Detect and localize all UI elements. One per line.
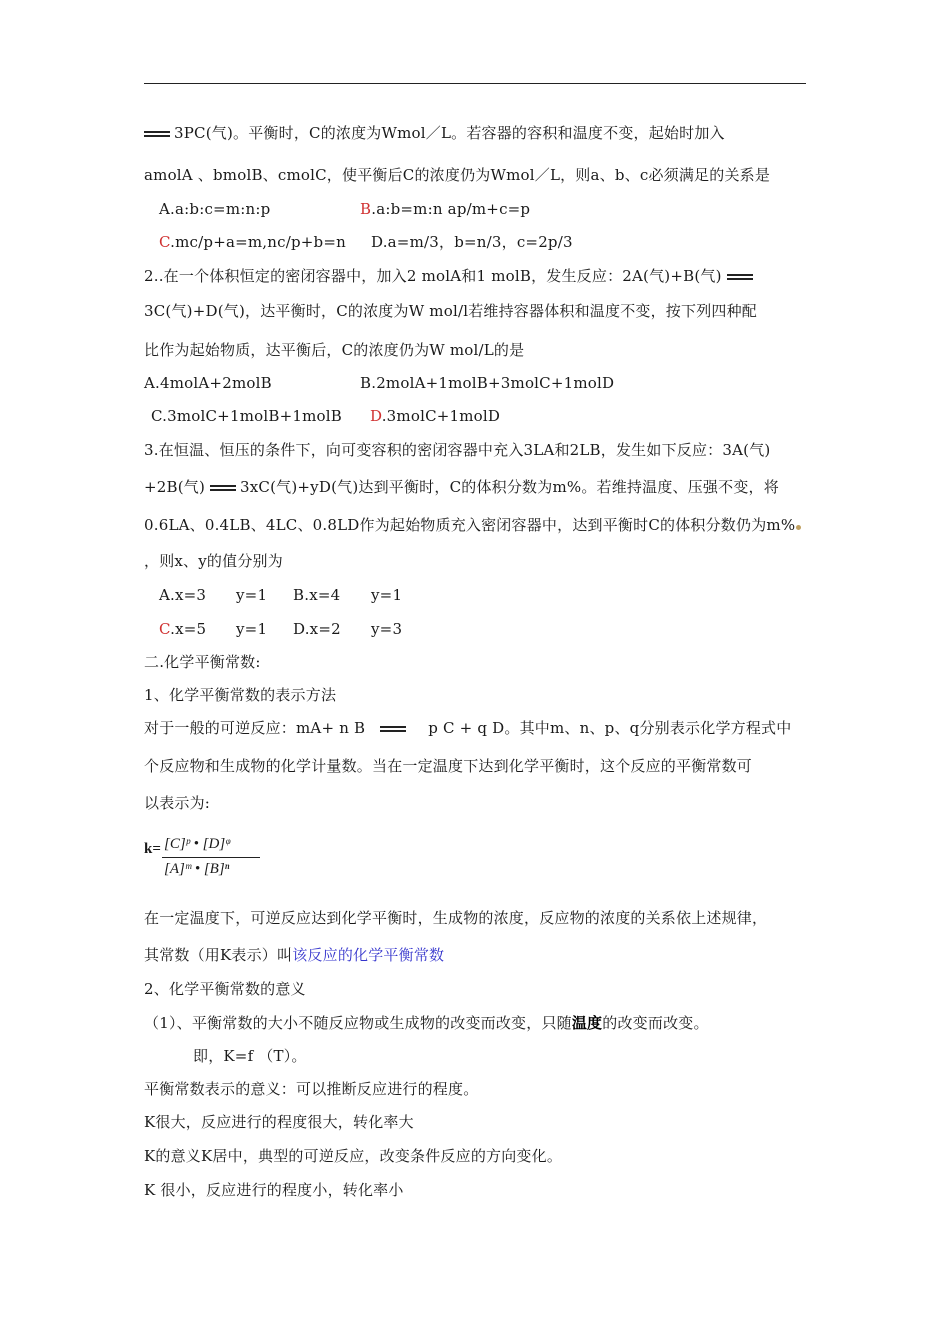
option-d: D.x=2 (293, 620, 341, 638)
marker-dot-icon (796, 525, 801, 530)
equilibrium-arrow-icon (727, 272, 753, 282)
option-a: A.x=3 (159, 586, 207, 604)
equilibrium-arrow-icon (210, 483, 236, 493)
formula-numerator: [C]ᵖ • [D]ᵠ (164, 836, 230, 852)
text-line: +2B(气) 3xC(气)+yD(气)达到平衡时，C的体积分数为m%。若维持温度、压强不变，将 (144, 478, 779, 496)
text-line: 平衡常数表示的意义：可以推断反应进行的程度。 (144, 1080, 479, 1098)
option-c: C.3molC+1molB+1molB (151, 407, 342, 425)
text-line: 比作为起始物质，达平衡后，C的浓度仍为W mol/L的是 (144, 341, 525, 359)
answer-letter: C (159, 620, 171, 638)
option-b: B.x=4 (293, 586, 341, 604)
text-line: 3PC(气)。平衡时，C的浓度为Wmol／L。若容器的容积和温度不变，起始时加入 (144, 123, 725, 143)
text-line: K很大，反应进行的程度很大，转化率大 (144, 1113, 414, 1131)
text-line: （1）、平衡常数的大小不随反应物或生成物的改变而改变，只随温度的改变而改变。 (144, 1014, 709, 1032)
text-line: 0.6LA、0.4LB、4LC、0.8LD作为起始物质充入密闭容器中，达到平衡时C的体积分数仍为m% (144, 515, 801, 535)
option-c: C.mc/p+a=m,nc/p+b=n (159, 233, 346, 251)
text-line: 个反应物和生成物的化学计量数。当在一定温度下达到化学平衡时，这个反应的平衡常数可 (144, 757, 753, 775)
formula-k: k= (144, 841, 161, 857)
option-d-y: y=3 (371, 620, 403, 638)
option-a: A.4molA+2molB (144, 374, 272, 392)
subsection-heading: 2、化学平衡常数的意义 (144, 980, 306, 998)
option-b: B.2molA+1molB+3molC+1molD (360, 374, 615, 392)
answer-letter: B (360, 200, 372, 218)
text-line: K的意义K居中，典型的可逆反应，改变条件反应的方向变化。 (144, 1147, 563, 1165)
text-line: 即，K=f （T）。 (193, 1047, 307, 1065)
option-b: B.a:b=m:n ap/m+c=p (360, 200, 531, 218)
option-c-y: y=1 (236, 620, 268, 638)
text-line: K 很小，反应进行的程度小，转化率小 (144, 1181, 404, 1199)
text-line: amolA 、bmolB、cmolC，使平衡后C的浓度仍为Wmol／L，则a、b、c必须满足的关系是 (144, 166, 771, 184)
equilibrium-arrow-icon (380, 724, 406, 734)
text-line: 2..在一个体积恒定的密闭容器中，加入2 molA和1 molB，发生反应：2A(气)+B(气) (144, 266, 757, 286)
option-b-y: y=1 (371, 586, 403, 604)
definition-link: 该反应的化学平衡常数 (292, 946, 445, 964)
section-heading: 二.化学平衡常数: (144, 653, 261, 671)
formula-denominator: [A]ᵐ • [B]ⁿ (164, 861, 230, 877)
text-line: 对于一般的可逆反应：mA+ n B p C + q D。其中m、n、p、q分别表示化学方程式中 (144, 719, 792, 737)
emphasis-temperature: 温度 (571, 1014, 603, 1032)
header-rule (144, 83, 806, 84)
fraction-bar (162, 857, 260, 858)
answer-letter: C (159, 233, 171, 251)
text-line: 3C(气)+D(气)，达平衡时，C的浓度为W mol/l若维持容器体积和温度不变，按下列四种配 (144, 302, 757, 320)
option-a: A.a:b:c=m:n:p (159, 200, 271, 218)
equilibrium-arrow-icon (144, 129, 170, 139)
text-line: ，则x、y的值分别为 (144, 552, 283, 570)
answer-letter: D (370, 407, 382, 425)
option-c: C.x=5 (159, 620, 207, 638)
option-d: D.a=m/3，b=n/3，c=2p/3 (371, 233, 573, 251)
option-d: D.3molC+1molD (370, 407, 501, 425)
option-a-y: y=1 (236, 586, 268, 604)
text-line: 3.在恒温、恒压的条件下，向可变容积的密闭容器中充入3LA和2LB，发生如下反应：3A(气) (144, 441, 771, 459)
text-line: 其常数（用K表示）叫该反应的化学平衡常数 (144, 946, 445, 964)
subsection-heading: 1、化学平衡常数的表示方法 (144, 686, 337, 704)
text-line: 以表示为: (144, 794, 211, 812)
text-line: 在一定温度下，可逆反应达到化学平衡时，生成物的浓度，反应物的浓度的关系依上述规律， (144, 909, 768, 927)
